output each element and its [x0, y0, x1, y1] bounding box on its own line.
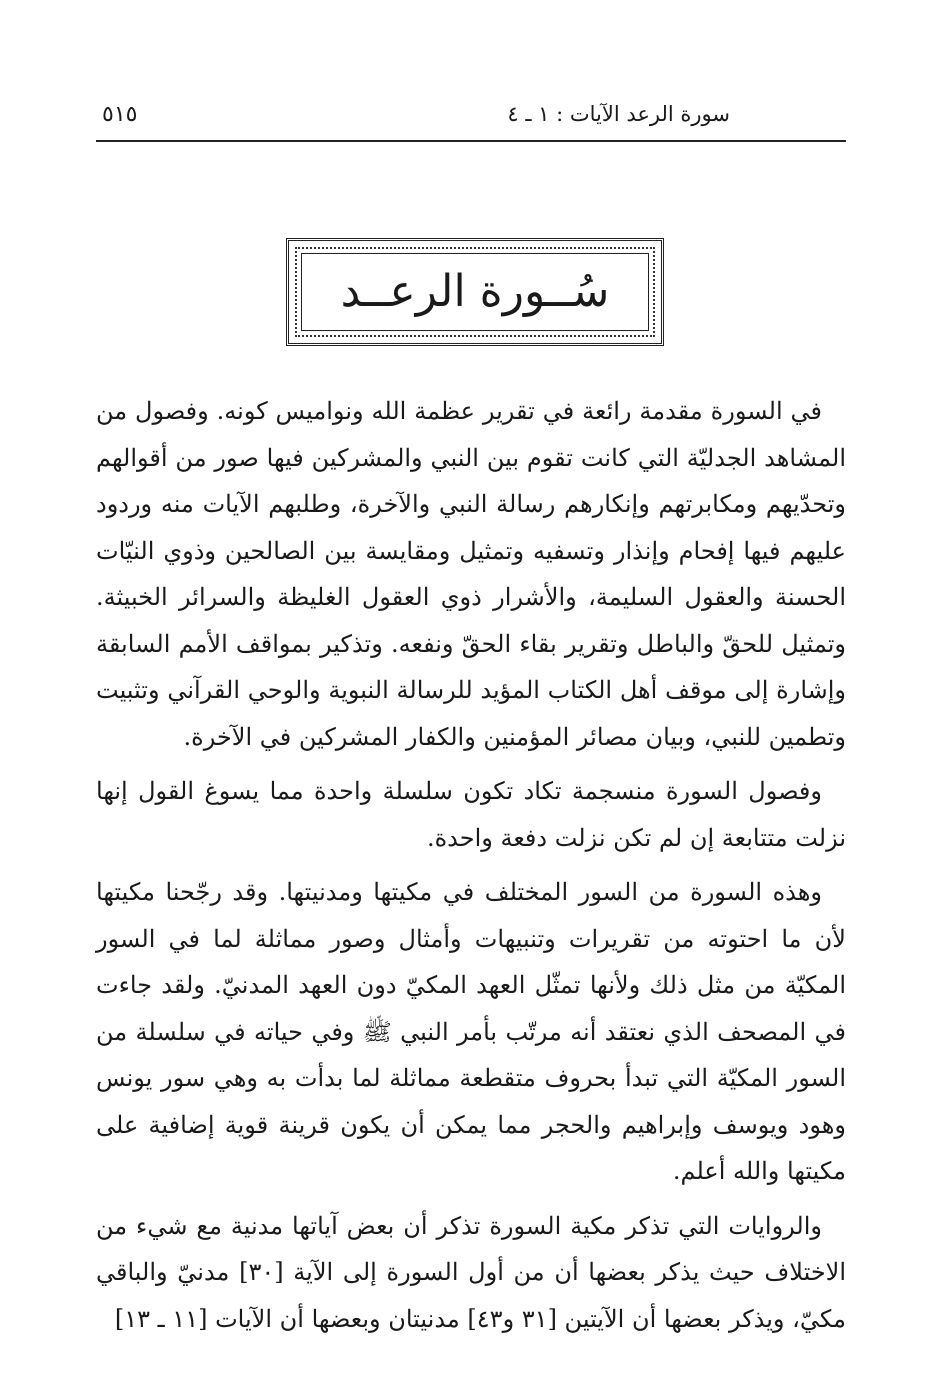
title-box: [301, 253, 649, 331]
surah-title: سُــورة الرعــد: [340, 266, 610, 317]
page-header: [96, 96, 846, 142]
body-text: [96, 388, 846, 1350]
running-header-title: سورة الرعد الآيات : ١ ـ ٤: [507, 102, 730, 126]
ornamental-border: [295, 247, 655, 337]
paragraph-makki-madani: وهذه السورة من السور المختلف في مكيتها ومدنيتها. وقد رجّحنا مكيتها لأن ما احتوته من تقريرات وتنبيهات وأمثال وصور مماثلة لما في السور المكيّة من مثل ذلك ولأنها تمثّل العهد المكيّ دون العهد المدنيّ. ولقد جاءت في المصحف الذي نعتقد أنه مرتّب بأمر النبي ﷺ وفي حياته في سلسلة من السور المكيّة التي تبدأ بحروف متقطعة مماثلة لما بدأت به وهي سور يونس وهود ويوسف وإبراهيم والحجر مما يمكن أن يكون قرينة قوية إضافية على مكيتها والله أعلم.: [96, 878, 846, 1185]
paragraph-coherence: وفصول السورة منسجمة تكاد تكون سلسلة واحدة مما يسوغ القول إنها نزلت متتابعة إن لم تكن نزلت دفعة واحدة.: [96, 777, 846, 852]
paragraph-narrations: والروايات التي تذكر مكية السورة تذكر أن بعض آياتها مدنية مع شيء من الاختلاف حيث يذكر بعضها أن من أول السورة إلى الآية [٣٠] مدنيّ والباقي مكيّ، ويذكر بعضها أن الآيتين [٣١ و٤٣] مدنيتان وبعضها أن الآيات [١١ ـ ١٣]: [96, 1211, 847, 1333]
surah-title-frame: [286, 238, 664, 346]
page-number: ٥١٥: [102, 102, 138, 127]
paragraph-intro: في السورة مقدمة رائعة في تقرير عظمة الله ونواميس كونه. وفصول من المشاهد الجدليّة التي كانت تقوم بين النبي والمشركين فيها صور من أقوالهم وتحدّيهم ومكابرتهم وإنكارهم رسالة النبي والآخرة، وطلبهم الآيات منه وردود عليهم فيها إفحام وإنذار وتسفيه وتمثيل ومقايسة بين الصالحين وذوي النيّات الحسنة والعقول السليمة، والأشرار ذوي العقول الغليظة والسرائر الخبيثة. وتمثيل للحقّ والباطل وتقرير بقاء الحقّ ونفعه. وتذكير بمواقف الأمم السابقة وإشارة إلى موقف أهل الكتاب المؤيد للرسالة النبوية والوحي القرآني وتثبيت وتطمين للنبي، وبيان مصائر المؤمنين والكفار المشركين في الآخرة.: [96, 397, 846, 751]
